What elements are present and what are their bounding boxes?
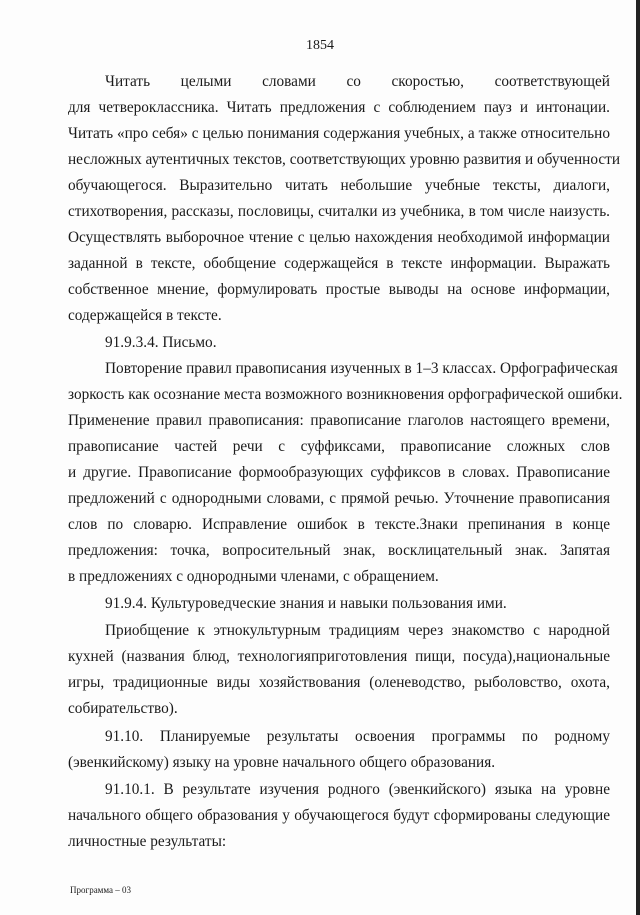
text-line: собственное мнение, формулировать простые выводы на основе информации, [68,281,610,298]
section-heading: 91.9.4. Культуроведческие знания и навыки пользования ими. [105,595,507,612]
text-line: и другие. Правописание формообразующих суффиксов в словах. Правописание [68,464,610,481]
text-line: игры, традиционные виды хозяйствования (оленеводство, рыболовство, охота, [68,674,610,691]
text-line: кухней (названия блюд, технологияприготовления пищи, посуда),национальные [68,648,610,665]
page-number: 1854 [306,38,334,53]
text-line: Применение правил правописания: правописание глаголов настоящего времени, [68,412,610,429]
text-line: 91.10.1. В результате изучения родного (эвенкийского) языка на уровне [105,781,610,798]
text-line: Читать целыми словами со скоростью, соответствующей [105,73,610,90]
text-line: несложных аутентичных текстов, соответствующих уровню развития и обученности [68,151,621,168]
text-line: заданной в тексте, обобщение содержащейся в тексте информации. Выражать [68,255,610,272]
section-heading: 91.9.3.4. Письмо. [105,334,217,351]
text-line: Читать «про себя» с целью понимания содержания учебных, а также относительно [68,125,610,142]
section-heading: 91.10. Планируемые результаты освоения программы по родному [105,728,610,745]
text-line: для четвероклассника. Читать предложения с соблюдением пауз и интонации. [68,99,610,116]
scan-edge [636,0,640,915]
text-line: Осуществлять выборочное чтение с целью нахождения необходимой информации [68,229,610,246]
text-line: содержащейся в тексте. [68,307,222,324]
text-line: собирательство). [68,700,178,717]
text-line: стихотворения, рассказы, пословицы, считалки из учебника, в том числе наизусть. [68,203,610,220]
text-line: предложений с однородными словами, с прямой речью. Уточнение правописания [68,490,610,507]
text-line: начального общего образования у обучающегося будут сформированы следующие [68,807,610,824]
text-line: правописание частей речи с суффиксами, правописание сложных слов [68,438,610,455]
text-line: Повторение правил правописания изученных в 1–3 классах. Орфографическая [105,360,618,377]
text-line: Приобщение к этнокультурным традициям через знакомство с народной [105,622,610,639]
page-footer: Программа – 03 [70,885,132,895]
text-line: зоркость как осознание места возможного возникновения орфографической ошибки. [68,386,623,403]
text-line: предложения: точка, вопросительный знак, восклицательный знак. Запятая [68,542,610,559]
text-line: (эвенкийскому) языку на уровне начального общего образования. [68,754,496,771]
text-line: обучающегося. Выразительно читать небольшие учебные тексты, диалоги, [68,177,610,194]
text-line: слов по словарю. Исправление ошибок в тексте.Знаки препинания в конце [68,516,610,533]
text-line: в предложениях с однородными членами, с обращением. [68,568,439,585]
text-line: личностные результаты: [68,833,227,850]
